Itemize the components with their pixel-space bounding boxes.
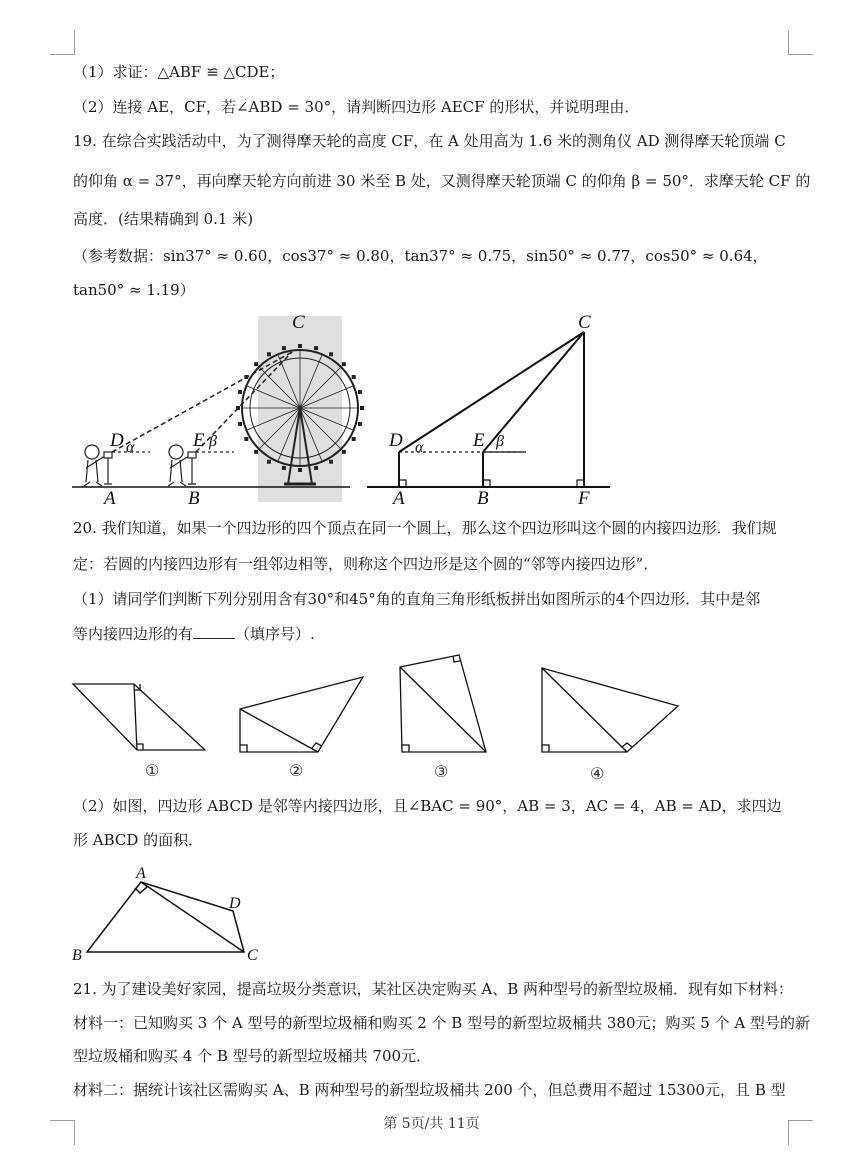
- label-b-abcd: B: [72, 947, 82, 964]
- label-e-right: E: [473, 430, 485, 451]
- label-c-left: C: [292, 312, 305, 333]
- q21-line1: 21. 为了建设美好家园，提高垃圾分类意识，某社区决定购买 A、B 两种型号的新型垃圾桶．现有如下材料：: [73, 980, 794, 998]
- shape-label-2: ②: [289, 763, 304, 780]
- q21-material1-cont: 型垃圾桶和购买 4 个 B 型号的新型垃圾桶共 700元．: [73, 1047, 432, 1065]
- label-d-left: D: [110, 430, 124, 451]
- q21-material2: 材料二：据统计该社区需购买 A、B 两种型号的新型垃圾桶共 200 个，但总费用不超过 15300元，且 B 型: [73, 1081, 786, 1099]
- label-f-right: F: [578, 488, 590, 509]
- label-c-right: C: [578, 312, 591, 333]
- q18-part2: （2）连接 AE，CF，若∠ABD = 30°，请判断四边形 AECF 的形状，并说明理由．: [73, 98, 640, 116]
- q20-line4-prefix: 等内接四边形的有: [73, 625, 194, 643]
- page-footer: 第 5页/共 11页: [383, 1116, 480, 1132]
- label-d-abcd: D: [229, 895, 241, 912]
- label-a-abcd: A: [136, 865, 146, 882]
- q19-line3: 高度．(结果精确到 0.1 米): [73, 210, 254, 228]
- label-alpha-right: α: [415, 439, 424, 456]
- q20-line1: 20. 我们知道，如果一个四边形的四个顶点在同一个圆上，那么这个四边形叫这个圆的内接四边形．我们规: [73, 519, 777, 537]
- label-d-right: D: [389, 430, 403, 451]
- label-a-right: A: [393, 488, 405, 509]
- label-beta-right: β: [496, 433, 504, 450]
- q19-reference-data-cont: tan50° ≈ 1.19）: [73, 281, 195, 299]
- shape-label-1: ①: [145, 763, 160, 780]
- q20-line2: 定：若圆的内接四边形有一组邻边相等，则称这个四边形是这个圆的“邻等内接四边形”．: [73, 555, 659, 573]
- shape-label-3: ③: [434, 764, 449, 781]
- label-beta-left: β: [209, 433, 217, 450]
- q19-line1: 19. 在综合实践活动中，为了测得摩天轮的高度 CF，在 A 处用高为 1.6 米的测角仪 AD 测得摩天轮顶端 C: [73, 132, 786, 150]
- label-alpha-left: α: [126, 439, 135, 456]
- q18-part1: （1）求证：△ABF ≌ △CDE；: [73, 63, 285, 81]
- shape-label-4: ④: [590, 766, 605, 783]
- label-b-right: B: [477, 488, 489, 509]
- label-a-left: A: [104, 488, 116, 509]
- q20-line4-suffix: （填序号）.: [235, 625, 315, 643]
- q19-line2: 的仰角 α = 37°，再向摩天轮方向前进 30 米至 B 处，又测得摩天轮顶端 C 的仰角 β = 50°．求摩天轮 CF 的: [73, 172, 811, 190]
- label-c-abcd: C: [247, 947, 258, 964]
- label-b-left: B: [188, 488, 200, 509]
- q20-line3: （1）请同学们判断下列分别用含有30°和45°角的直角三角形纸板拼出如图所示的4个四边形．其中是邻: [73, 590, 761, 608]
- label-e-left: E: [193, 430, 205, 451]
- q19-reference-data: （参考数据：sin37° ≈ 0.60，cos37° ≈ 0.80，tan37° ≈ 0.75，sin50° ≈ 0.77，cos50° ≈ 0.64，: [73, 247, 768, 265]
- q20-part2-line2: 形 ABCD 的面积．: [73, 831, 204, 849]
- q21-material1: 材料一：已知购买 3 个 A 型号的新型垃圾桶和购买 2 个 B 型号的新型垃圾桶共 380元；购买 5 个 A 型号的新: [73, 1014, 810, 1032]
- q20-part2-line1: （2）如图，四边形 ABCD 是邻等内接四边形，且∠BAC = 90°，AB = 3，AC = 4，AB = AD，求四边: [73, 797, 782, 815]
